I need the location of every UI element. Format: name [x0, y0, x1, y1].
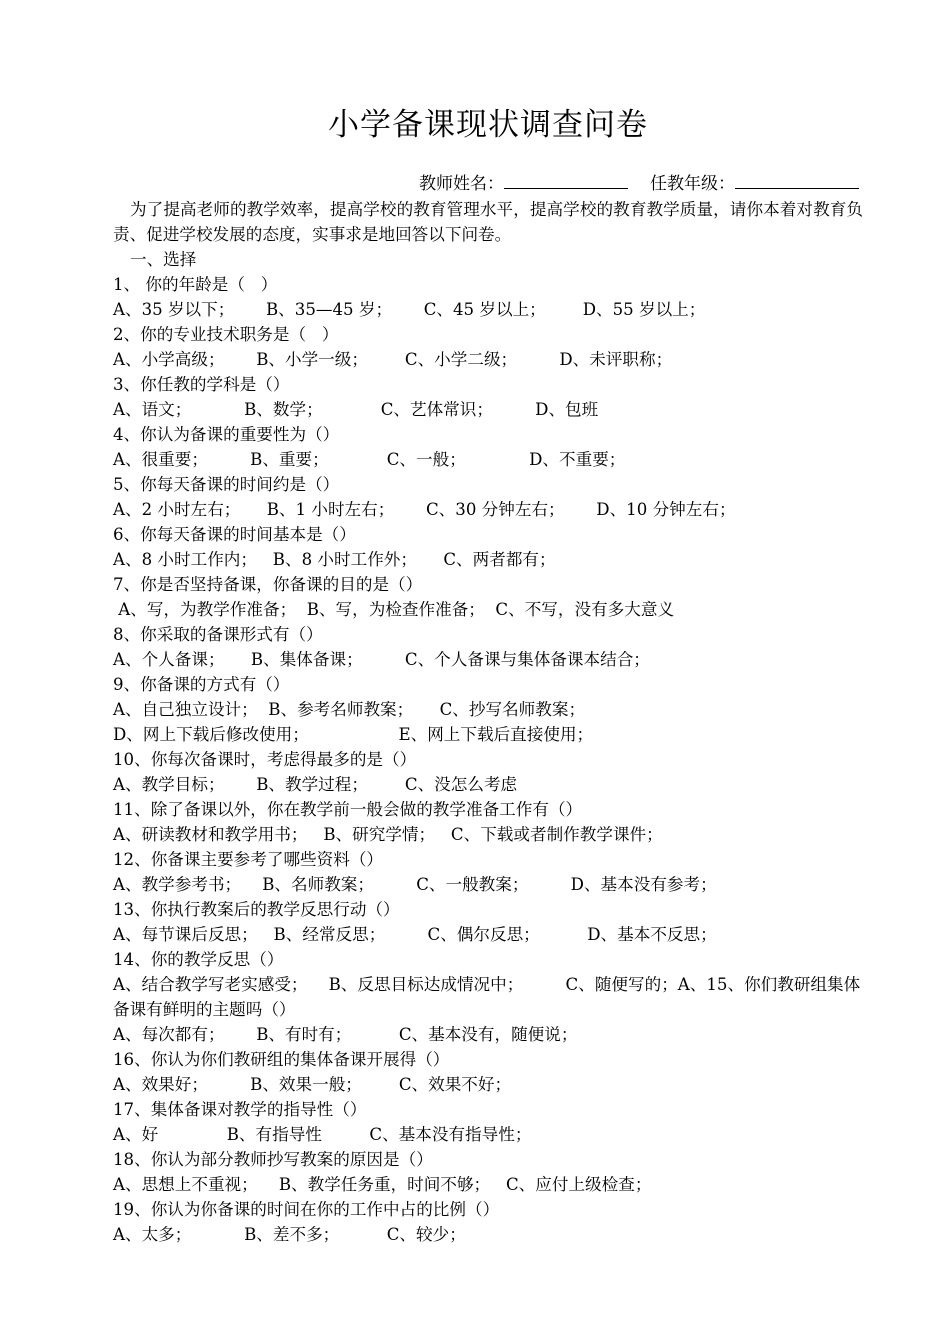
- question-line: 4、你认为备课的重要性为（）: [113, 425, 340, 444]
- question-line: 13、你执行教案后的教学反思行动（）: [113, 900, 400, 919]
- teacher-name-blank[interactable]: [504, 170, 628, 189]
- question-line: 12、你备课主要参考了哪些资料（）: [113, 850, 384, 869]
- question-line: A、写，为教学作准备； B、写，为检查作准备； C、不写，没有多大意义: [113, 600, 675, 619]
- question-list-continued: [113, 1022, 863, 1247]
- question-line: A、很重要； B、重要； C、一般； D、不重要；: [113, 450, 626, 469]
- question-line: A、语文； B、数学； C、艺体常识； D、包班: [113, 400, 599, 419]
- question-line: A、教学目标； B、教学过程； C、没怎么考虑: [113, 775, 518, 794]
- question-line: 9、你备课的方式有（）: [113, 675, 290, 694]
- grade-blank[interactable]: [735, 170, 859, 189]
- question-line: 14、你的教学反思（）: [113, 950, 284, 969]
- question-line: A、好 B、有指导性 C、基本没有指导性；: [113, 1125, 532, 1144]
- page-title: 小学备课现状调查问卷: [328, 107, 648, 143]
- question-line: 10、你每次备课时，考虑得最多的是（）: [113, 750, 417, 769]
- question-line: 18、你认为部分教师抄写教案的原因是（）: [113, 1150, 433, 1169]
- question-line: A、研读教材和教学用书； B、研究学情； C、下载或者制作教学课件；: [113, 825, 663, 844]
- teacher-info-line: [113, 170, 863, 197]
- section-heading: 一、选择: [130, 250, 197, 269]
- question-line: A、自己独立设计； B、参考名师教案； C、抄写名师教案；: [113, 700, 586, 719]
- question-line: 8、你采取的备课形式有（）: [113, 625, 323, 644]
- question-line: A、每节课后反思； B、经常反思； C、偶尔反思； D、基本不反思；: [113, 925, 717, 944]
- question-line: 19、你认为你备课的时间在你的工作中占的比例（）: [113, 1200, 500, 1219]
- question-line: A、效果好； B、效果一般； C、效果不好；: [113, 1075, 512, 1094]
- question-line: A、2 小时左右； B、1 小时左右； C、30 分钟左右； D、10 分钟左右；: [113, 500, 736, 519]
- question-line: A、每次都有； B、有时有； C、基本没有，随便说；: [113, 1025, 578, 1044]
- question-line: A、小学高级； B、小学一级； C、小学二级； D、未评职称；: [113, 350, 673, 369]
- question-list: [113, 272, 863, 972]
- question-line: A、35 岁以下； B、35—45 岁； C、45 岁以上； D、55 岁以上；: [113, 300, 706, 319]
- question-line: A、个人备课； B、集体备课； C、个人备课与集体备课本结合；: [113, 650, 650, 669]
- question-line: A、教学参考书； B、名师教案； C、一般教案； D、基本没有参考；: [113, 875, 717, 894]
- question-line: 17、集体备课对教学的指导性（）: [113, 1100, 367, 1119]
- question-line: 2、你的专业技术职务是（ ）: [113, 325, 339, 344]
- question-line: A、太多； B、差不多； C、较少；: [113, 1225, 466, 1244]
- teacher-name-label: 教师姓名：: [419, 174, 504, 194]
- question-line: 3、你任教的学科是（）: [113, 375, 290, 394]
- question-line: A、8 小时工作内； B、8 小时工作外； C、两者都有；: [113, 550, 556, 569]
- question-line: 5、你每天备课的时间约是（）: [113, 475, 340, 494]
- question-line: 1、 你的年龄是（ ）: [113, 275, 278, 294]
- grade-label: 任教年级：: [650, 174, 735, 194]
- intro-paragraph: 为了提高老师的教学效率，提高学校的教育管理水平，提高学校的教育教学质量，请你本着对教育负责、促进学校发展的态度，实事求是地回答以下问卷。: [113, 200, 863, 244]
- question-line-wrapped: A、结合教学写老实感受； B、反思目标达成情况中； C、随便写的；A、15、你们教研组集体备课有鲜明的主题吗（）: [113, 975, 861, 1019]
- question-line: 11、除了备课以外，你在教学前一般会做的教学准备工作有（）: [113, 800, 583, 819]
- question-line: 6、你每天备课的时间基本是（）: [113, 525, 356, 544]
- question-line: 16、你认为你们教研组的集体备课开展得（）: [113, 1050, 450, 1069]
- question-line: D、网上下载后修改使用； E、网上下载后直接使用；: [113, 725, 594, 744]
- question-line: A、思想上不重视； B、教学任务重，时间不够； C、应付上级检查；: [113, 1175, 652, 1194]
- questionnaire-page: [113, 100, 863, 1247]
- question-line: 7、你是否坚持备课，你备课的目的是（）: [113, 575, 423, 594]
